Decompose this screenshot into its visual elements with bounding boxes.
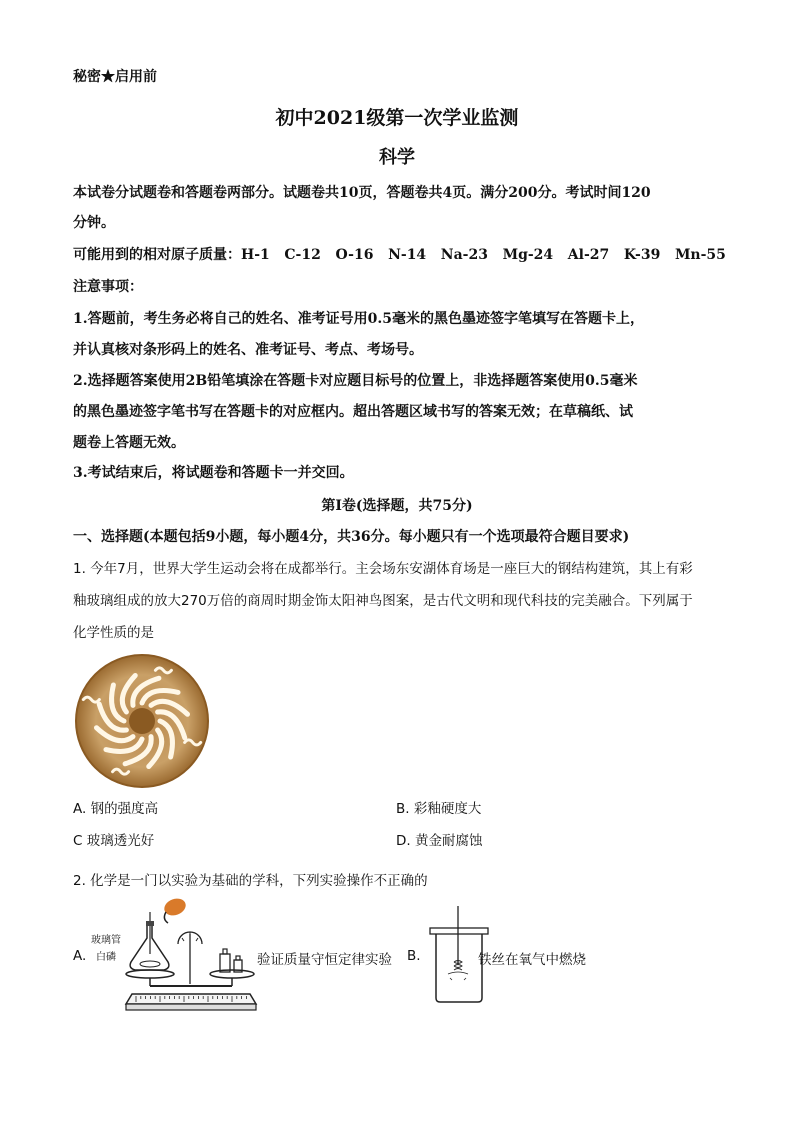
q2-option-b-letter[interactable]: B. [407,948,421,964]
q1-stem-line-2: 釉玻璃组成的放大270万倍的商周时期金饰太阳神鸟图案，是古代文明和现代科技的完美融合。下列属于 [73,593,693,609]
note-3: 3.考试结束后，将试题卷和答题卡一并交回。 [73,465,354,481]
sun-bird-figure [75,654,209,788]
exam-title: 初中2021级第一次学业监测 [275,107,519,129]
q1-option-a[interactable]: A. 钢的强度高 [73,801,159,817]
part-1-title: 第Ⅰ卷(选择题，共75分) [321,498,473,514]
q1-option-d[interactable]: D. 黄金耐腐蚀 [396,833,483,849]
exam-subject: 科学 [379,147,415,168]
atomic-masses: 可能用到的相对原子质量：H-1 C-12 O-16 N-14 Na-23 Mg-24 Al-27 K-39 Mn-55 [73,247,726,263]
q1-stem-line-3: 化学性质的是 [73,625,154,641]
q2-option-a-letter[interactable]: A. [73,948,87,964]
q1-stem-line-1: 1. 今年7月，世界大学生运动会将在成都举行。主会场东安湖体育场是一座巨大的钢结构建筑，其上有彩 [73,561,693,577]
intro-line-1: 本试卷分试题卷和答题卷两部分。试题卷共10页，答题卷共4页。满分200分。考试时间120 [73,185,651,201]
q2-stem: 2. 化学是一门以实验为基础的学科，下列实验操作不正确的 [73,873,428,889]
q1-option-c[interactable]: C 玻璃透光好 [73,833,155,849]
note-1-line-2: 并认真核对条形码上的姓名、准考证号、考点、考场号。 [73,342,423,358]
q2-option-b-text[interactable]: 铁丝在氧气中燃烧 [478,952,586,968]
note-2-line-3: 题卷上答题无效。 [73,435,185,451]
notes-heading: 注意事项： [73,279,143,295]
note-1-line-1: 1.答题前，考生务必将自己的姓名、准考证号用0.5毫米的黑色墨迹签字笔填写在答题卡上， [73,311,644,327]
note-2-line-2: 的黑色墨迹签字笔书写在答题卡的对应框内。超出答题区域书写的答案无效；在草稿纸、试 [73,404,633,420]
intro-line-2: 分钟。 [73,215,115,231]
glass-tube-label: 玻璃管 [91,935,121,946]
white-phosphorus-label: 白磷 [96,952,116,963]
q2-option-a-text[interactable]: 验证质量守恒定律实验 [257,952,392,968]
q1-option-b[interactable]: B. 彩釉硬度大 [396,801,482,817]
note-2-line-1: 2.选择题答案使用2B铅笔填涂在答题卡对应题目标号的位置上，非选择题答案使用0.5毫米 [73,373,638,389]
balance-experiment-figure [92,894,258,1014]
secret-mark: 秘密★启用前 [73,69,157,85]
section-heading: 一、选择题(本题包括9小题，每小题4分，共36分。每小题只有一个选项最符合题目要求) [73,529,630,545]
